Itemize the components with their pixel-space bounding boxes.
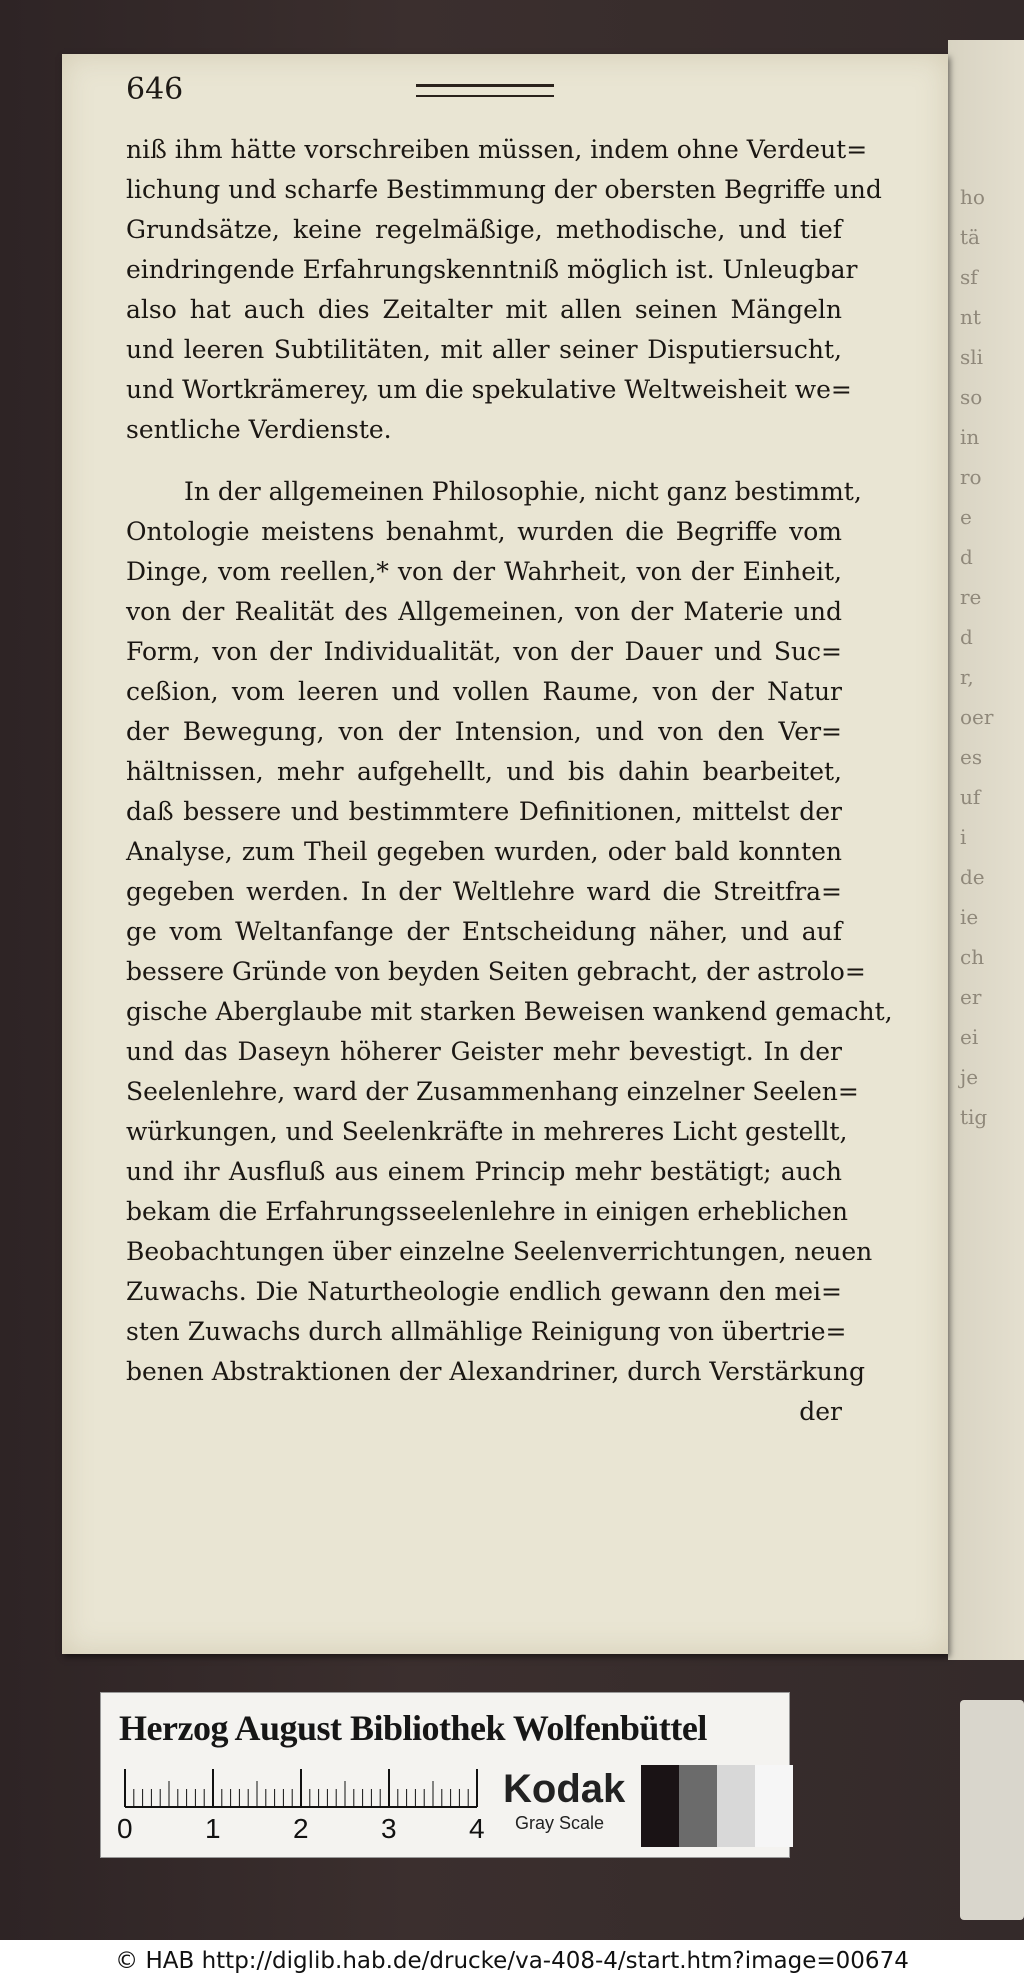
- ruler-numbers: [109, 1813, 489, 1847]
- ruler-number: 1: [205, 1813, 221, 1844]
- adjacent-page-fragment: so: [960, 385, 983, 409]
- adjacent-page-fragment: nt: [960, 305, 981, 329]
- text-line: sentliche Verdienste.: [126, 415, 392, 444]
- adjacent-page-fragment: es: [960, 745, 983, 769]
- text-line: gegeben werden. In der Weltlehre ward die Streitfra=: [126, 877, 842, 906]
- text-line: der: [799, 1397, 842, 1426]
- gray-swatches: [641, 1765, 793, 1847]
- adjacent-page-fragment: er: [960, 985, 982, 1009]
- adjacent-page-fragment: oer: [960, 705, 994, 729]
- adjacent-page-fragment: re: [960, 585, 982, 609]
- text-line: und Wortkrämerey, um die spekulative Weltweisheit we=: [126, 375, 852, 404]
- adjacent-page-fragment: i: [960, 825, 967, 849]
- text-line: daß bessere und bestimmtere Definitionen, mittelst der: [126, 797, 842, 826]
- adjacent-page-fragment: ro: [960, 465, 982, 489]
- adjacent-page-fragment: sf: [960, 265, 978, 289]
- adjacent-page: [948, 40, 1024, 1660]
- adjacent-page-fragment: ho: [960, 185, 985, 209]
- text-line: Grundsätze, keine regelmäßige, methodische, und tief: [126, 215, 842, 244]
- text-line: Dinge, vom reellen,* von der Wahrheit, von der Einheit,: [126, 557, 842, 586]
- header-rule: [416, 84, 554, 97]
- text-line: würkungen, und Seelenkräfte in mehreres Licht gestellt,: [126, 1117, 848, 1146]
- ruler: [121, 1769, 481, 1809]
- text-line: lichung und scharfe Bestimmung der obersten Begriffe und: [126, 175, 882, 204]
- adjacent-page-fragment: ch: [960, 945, 985, 969]
- text-line: von der Realität des Allgemeinen, von der Materie und: [126, 597, 842, 626]
- text-line: und ihr Ausfluß aus einem Princip mehr bestätigt; auch: [126, 1157, 842, 1186]
- text-line: gische Aberglaube mit starken Beweisen wankend gemacht,: [126, 997, 893, 1026]
- adjacent-page-fragment: je: [960, 1065, 979, 1089]
- ruler-number: 4: [469, 1813, 485, 1844]
- adjacent-page-fragment: e: [960, 505, 972, 529]
- page-number: 646: [126, 72, 184, 107]
- text-line: niß ihm hätte vorschreiben müssen, indem ohne Verdeut=: [126, 135, 868, 164]
- text-line: ceßion, vom leeren und vollen Raume, von der Natur: [126, 677, 842, 706]
- paragraph-gap: [126, 450, 842, 472]
- text-line: Analyse, zum Theil gegeben wurden, oder bald konnten: [126, 837, 842, 866]
- text-line: Form, von der Individualität, von der Dauer und Suc=: [126, 637, 842, 666]
- adjacent-page-fragment: tä: [960, 225, 980, 249]
- adjacent-page-fragment: de: [960, 865, 985, 889]
- footer-bar: [0, 1940, 1024, 1980]
- gray-swatch: [641, 1765, 679, 1847]
- adjacent-page-fragment: ei: [960, 1025, 979, 1049]
- gray-swatch: [717, 1765, 755, 1847]
- adjacent-page-fragment: uf: [960, 785, 981, 809]
- ruler-number: 3: [381, 1813, 397, 1844]
- adjacent-page-fragment: sli: [960, 345, 984, 369]
- text-line: bekam die Erfahrungsseelenlehre in einigen erheblichen: [126, 1197, 848, 1226]
- text-line: und leeren Subtilitäten, mit aller seiner Disputiersucht,: [126, 335, 842, 364]
- adjacent-page-fragment: tig: [960, 1105, 988, 1129]
- text-line: also hat auch dies Zeitalter mit allen seinen Mängeln: [126, 295, 842, 324]
- text-line: Beobachtungen über einzelne Seelenverrichtungen, neuen: [126, 1237, 873, 1266]
- adjacent-page-fragment: d: [960, 545, 973, 569]
- ruler-number: 2: [293, 1813, 309, 1844]
- gray-scale-label: Gray Scale: [515, 1813, 605, 1833]
- adjacent-page-label: [960, 1700, 1024, 1920]
- text-line: benen Abstraktionen der Alexandriner, durch Verstärkung: [126, 1357, 866, 1386]
- adjacent-page-fragment: d: [960, 625, 973, 649]
- adjacent-page-fragment: ie: [960, 905, 979, 929]
- text-line: In der allgemeinen Philosophie, nicht ganz bestimmt,: [184, 477, 862, 506]
- text-line: der Bewegung, von der Intension, und von den Ver=: [126, 717, 842, 746]
- text-line: ge vom Weltanfange der Entscheidung näher, und auf: [126, 917, 842, 946]
- color-scale-card: [100, 1692, 790, 1858]
- page-body: [126, 130, 893, 1432]
- gray-swatch: [679, 1765, 717, 1847]
- text-line: sten Zuwachs durch allmählige Reinigung von übertrie=: [126, 1317, 847, 1346]
- text-line: hältnissen, mehr aufgehellt, und bis dahin bearbeitet,: [126, 757, 842, 786]
- adjacent-page-fragment: in: [960, 425, 980, 449]
- text-line: eindringende Erfahrungskenntniß möglich ist. Unleugbar: [126, 255, 858, 284]
- text-line: und das Daseyn höherer Geister mehr bevestigt. In der: [126, 1037, 842, 1066]
- text-line: Ontologie meistens benahmt, wurden die Begriffe vom: [126, 517, 842, 546]
- library-name: Herzog August Bibliothek Wolfenbüttel: [119, 1708, 707, 1748]
- adjacent-page-fragment: r,: [960, 665, 974, 689]
- text-line: Seelenlehre, ward der Zusammenhang einzelner Seelen=: [126, 1077, 859, 1106]
- gray-swatch: [755, 1765, 793, 1847]
- footer-copyright-url[interactable]: © HAB http://diglib.hab.de/drucke/va-408-4/start.htm?image=00674: [115, 1948, 909, 1974]
- text-line: Zuwachs. Die Naturtheologie endlich gewann den mei=: [126, 1277, 842, 1306]
- ruler-number: 0: [117, 1813, 133, 1844]
- text-line: bessere Gründe von beyden Seiten gebracht, der astrolo=: [126, 957, 866, 986]
- kodak-logo: Kodak: [503, 1767, 626, 1811]
